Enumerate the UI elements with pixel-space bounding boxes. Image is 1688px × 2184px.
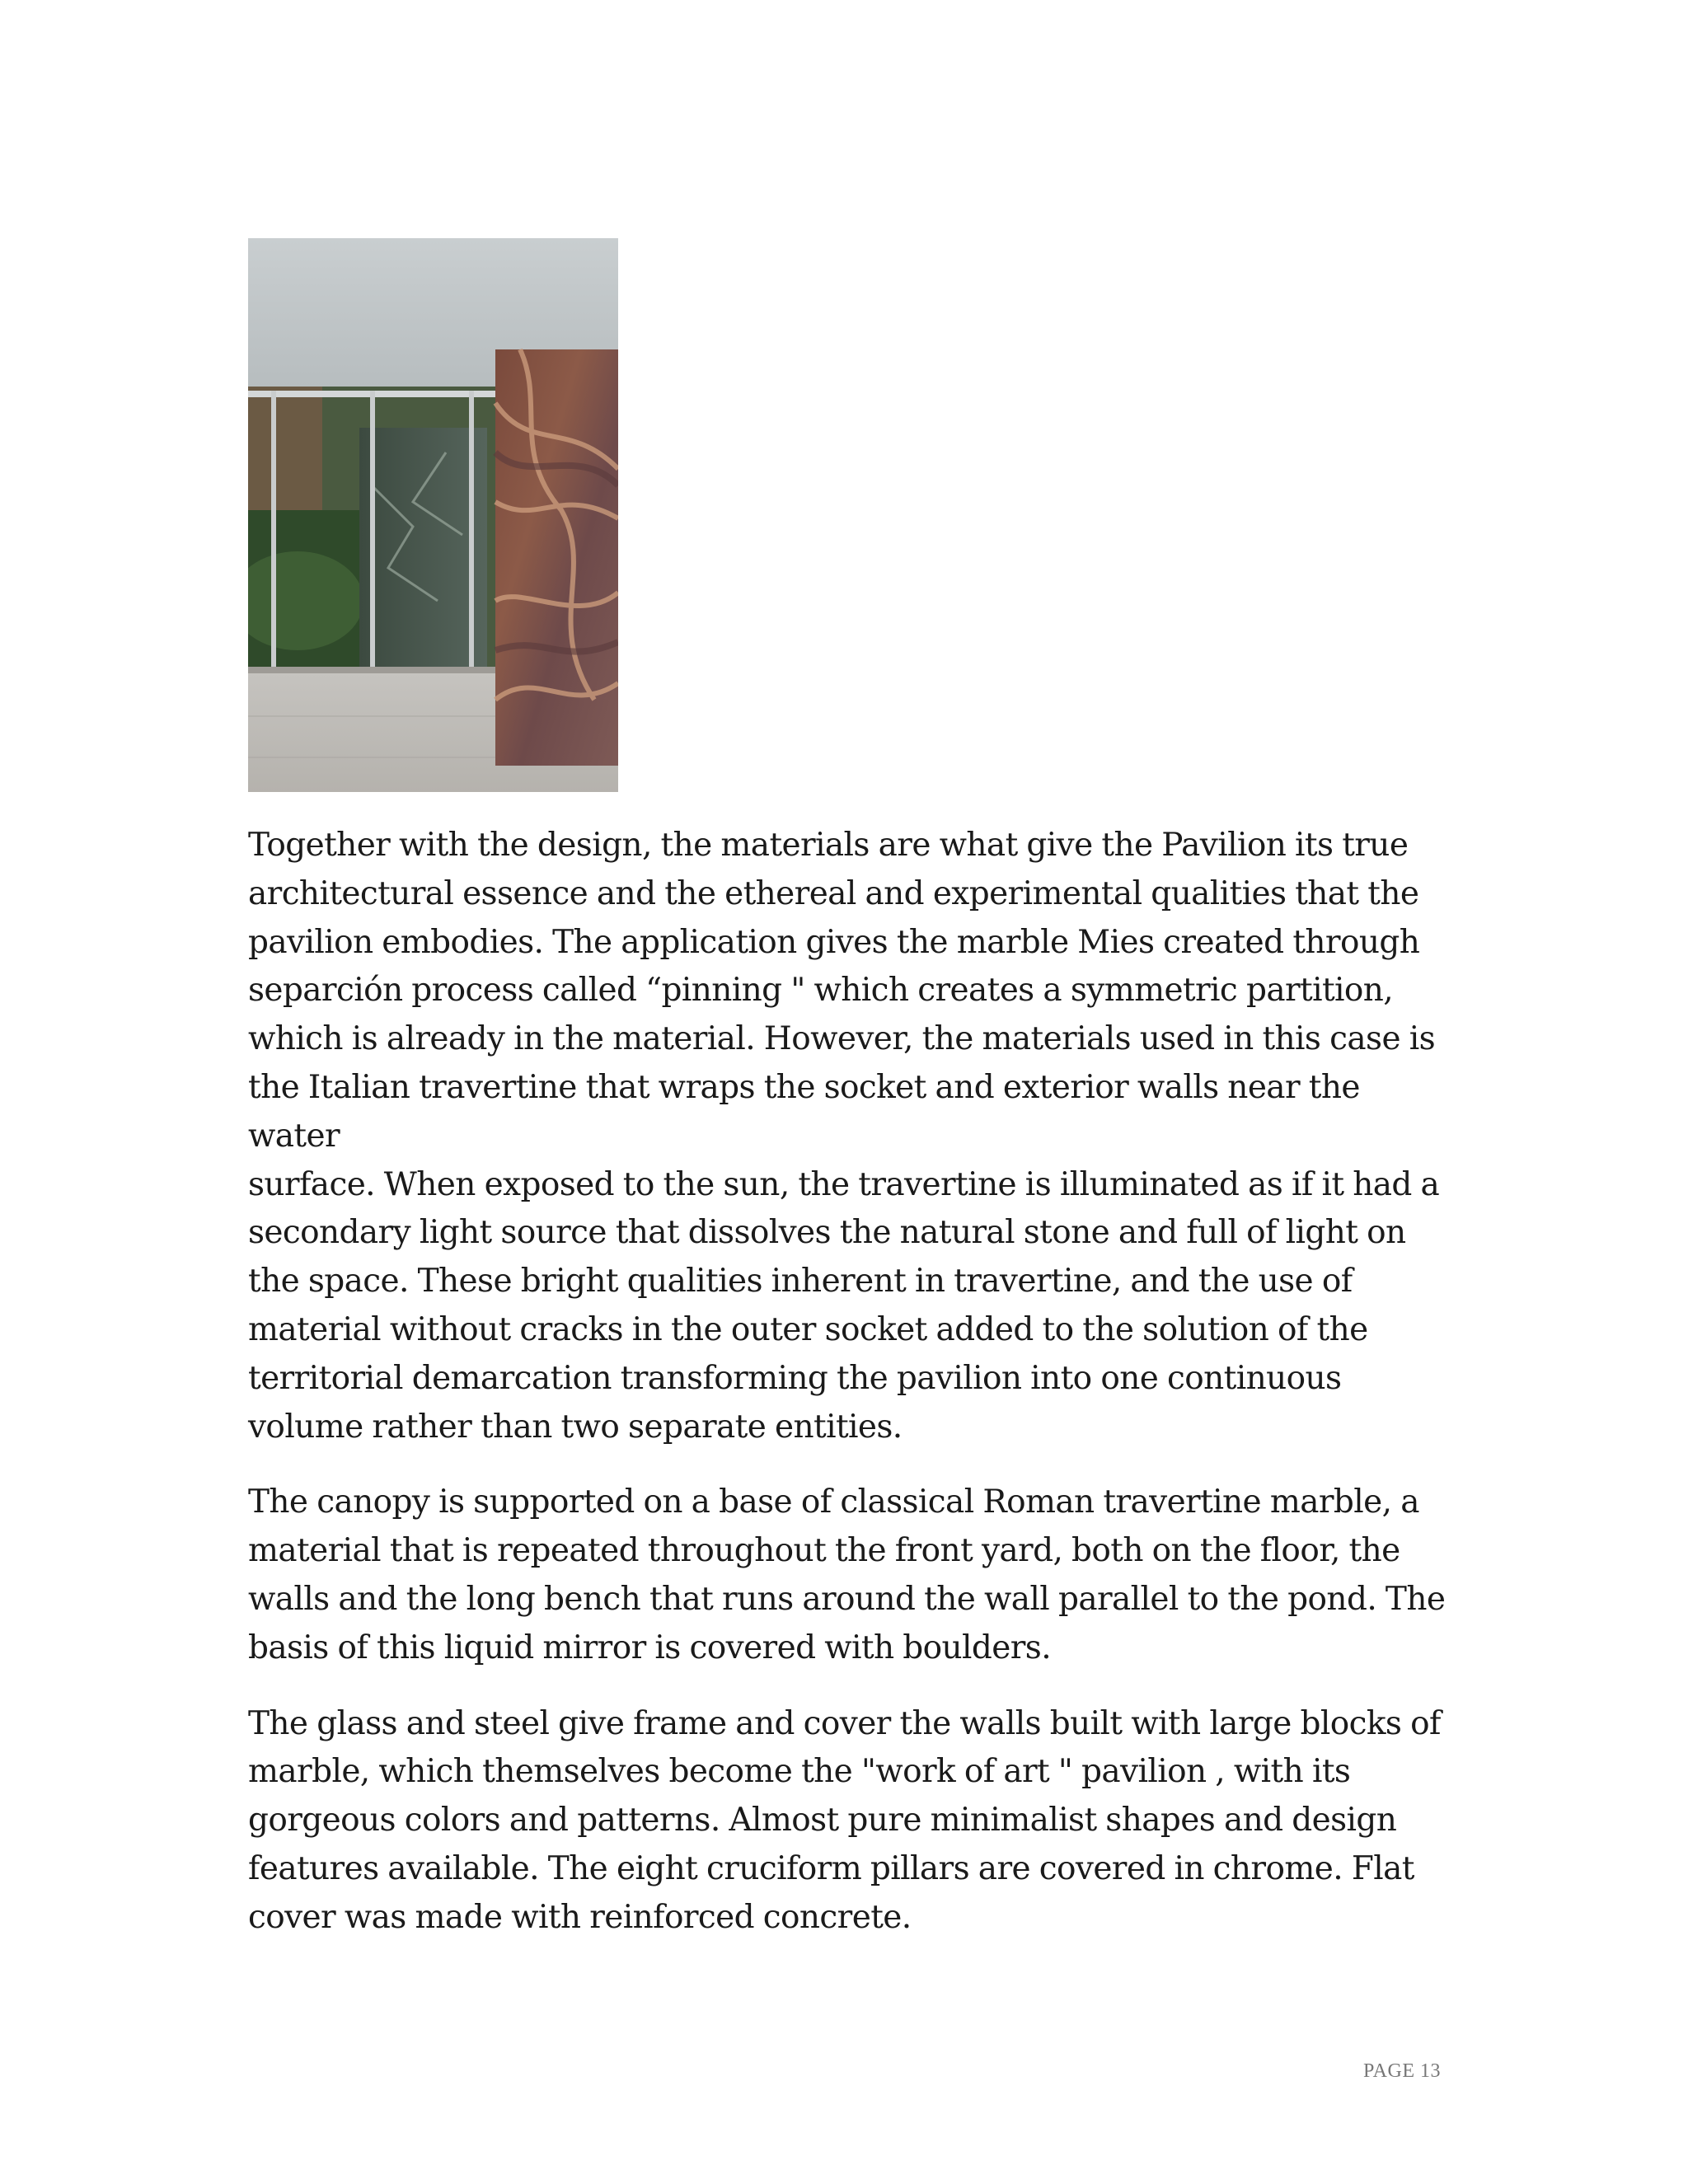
paragraph-materials: Together with the design, the materials are what give the Pavilion its true architectural essence and the ethereal and experimental qualities that the pavilion embodies. The application gives the marble Mies created through separción process called “pinning " which creates a symmetric partition, which is already in the material. However, the materials used in this case is the Italian travertine that wraps the socket and exterior walls near the water surface. When exposed to the sun, the travertine is illuminated as if it had a secondary light source that dissolves the natural stone and full of light on the space. These bright qualities inherent in travertine, and the use of material without cracks in the outer socket added to the solution of the territorial demarcation transforming the pavilion into one continuous volume rather than two separate entities. [248,827,1440,1446]
pavilion-photo [248,238,618,792]
page-number: PAGE 13 [1363,2060,1441,2082]
paragraph-glass-steel: The glass and steel give frame and cover the walls built with large blocks of marble, which themselves become the "work of art " pavilion , with its gorgeous colors and patterns. Almost pure minimalist shapes and design features available. The eight cruciform pillars are covered in chrome. Flat cover was made with reinforced concrete. [248,1704,1441,1936]
paragraph-canopy: The canopy is supported on a base of classical Roman travertine marble, a material that is repeated throughout the front yard, both on the floor, the walls and the long bench that runs around the wall parallel to the pond. The basis of this liquid mirror is covered with boulders. [248,1483,1446,1666]
body-text [248,822,1451,1970]
